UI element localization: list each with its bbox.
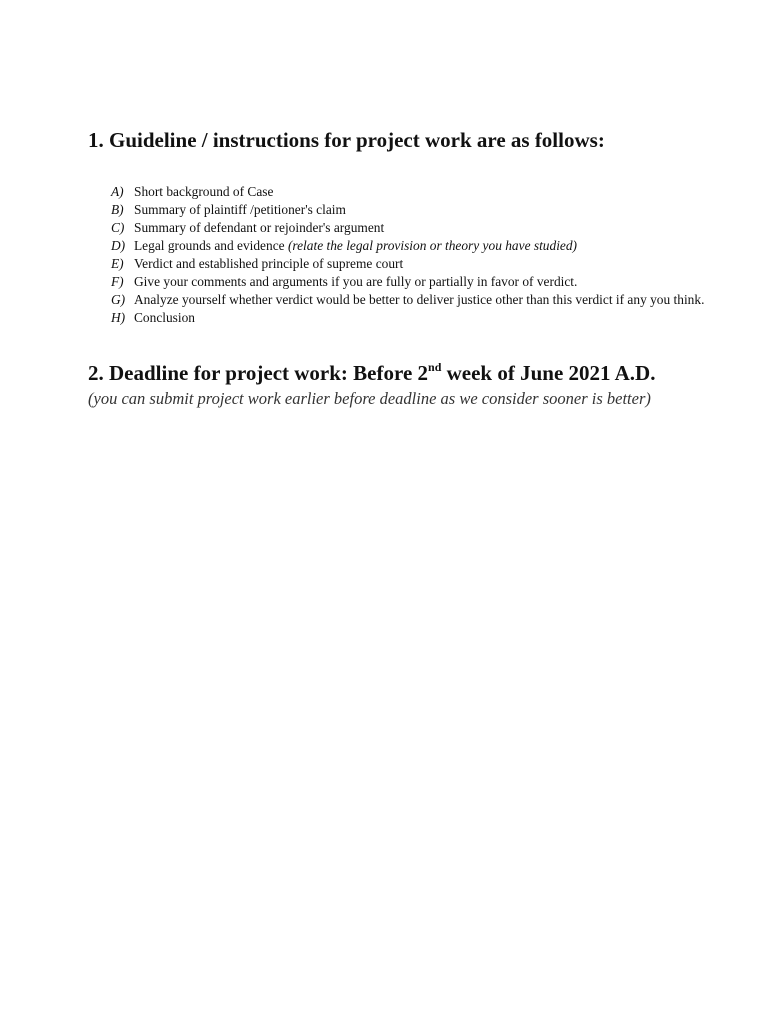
section-2-heading: [88, 361, 655, 386]
list-item-text: Verdict and established principle of supreme court: [134, 256, 404, 271]
list-item: [111, 255, 731, 273]
list-item: [111, 273, 731, 291]
list-marker: A): [111, 184, 124, 199]
list-marker: G): [111, 292, 126, 307]
list-item: [111, 291, 731, 309]
list-marker: C): [111, 220, 125, 235]
list-marker: B): [111, 202, 124, 217]
list-item: [111, 309, 731, 327]
deadline-heading-prefix: 2. Deadline for project work: Before 2: [88, 361, 429, 385]
list-item: [111, 183, 731, 201]
instructions-list: [111, 183, 731, 327]
list-item-text: Give your comments and arguments if you are fully or partially in favor of verdict.: [134, 274, 578, 289]
deadline-note: (you can submit project work earlier before deadline as we consider sooner is better): [88, 389, 651, 408]
list-item: [111, 201, 731, 219]
list-marker: F): [111, 274, 124, 289]
list-item-text: Legal grounds and evidence: [134, 238, 288, 253]
list-item: [111, 237, 731, 255]
list-item-text: Summary of defendant or rejoinder's argument: [134, 220, 385, 235]
list-marker: H): [111, 310, 126, 325]
list-item-text: Summary of plaintiff /petitioner's claim: [134, 202, 346, 217]
list-item-text: Analyze yourself whether verdict would be better to deliver justice other than this verdict if any you think.: [134, 292, 705, 307]
deadline-heading-suffix: week of June 2021 A.D.: [441, 361, 656, 385]
list-item-text: Conclusion: [134, 310, 196, 325]
list-item-note: (relate the legal provision or theory you have studied): [287, 238, 578, 253]
ordinal-superscript: nd: [428, 360, 442, 374]
list-marker: E): [111, 256, 124, 271]
list-item-text: Short background of Case: [134, 184, 274, 199]
section-1-heading: 1. Guideline / instructions for project work are as follows:: [88, 128, 605, 152]
list-marker: D): [111, 238, 126, 253]
list-item: [111, 219, 731, 237]
